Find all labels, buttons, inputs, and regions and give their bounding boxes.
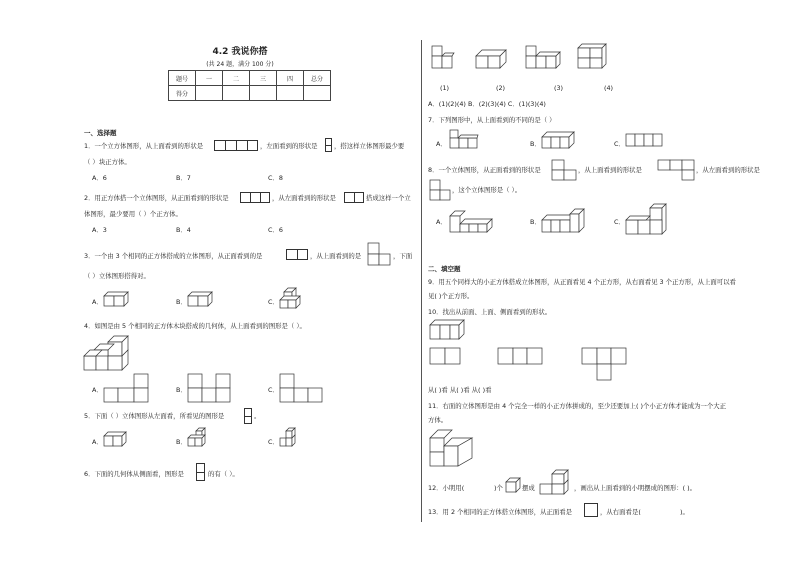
q1-text-b: ，左面看到的形状是 — [260, 142, 318, 150]
q7-option-a[interactable]: A． — [436, 140, 447, 148]
q1-text-d: （ ）块正方体。 — [84, 158, 131, 166]
score-table — [168, 70, 331, 101]
q8-front-view-figure — [552, 160, 576, 180]
q2-front-view-figure — [240, 192, 270, 203]
q2-option-b[interactable]: B．4 — [176, 226, 191, 234]
score-input-cell[interactable] — [223, 86, 250, 101]
q3-option-c[interactable]: C． — [268, 298, 279, 306]
q4-solid-figure — [84, 336, 132, 370]
score-cell: 三 — [250, 71, 277, 86]
q3-text-c: ，下面 — [393, 252, 413, 260]
q8-top-view-figure — [658, 160, 694, 180]
q10-view-figure-3 — [582, 348, 626, 380]
page-subtitle: (共 24 题，满分 100 分) — [206, 61, 274, 68]
q2-text-b: ，从左面看到的形状是 — [272, 194, 336, 202]
q12-text-c: 摆成 — [522, 484, 535, 492]
q1-option-c[interactable]: C．8 — [268, 174, 283, 182]
q2-text-c: 搭成这样一个立 — [366, 194, 411, 202]
q6-figure-1 — [432, 46, 454, 70]
q4-option-b-figure — [188, 374, 230, 402]
q3-option-a[interactable]: A． — [92, 298, 103, 306]
q8-option-a[interactable]: A． — [436, 218, 447, 226]
q6-figure-3 — [526, 46, 560, 70]
q8-text-a: 8．一个立体图形，从正面看到的形状是 — [428, 166, 541, 174]
score-table-header-row — [169, 71, 331, 86]
q5-option-a-figure — [104, 432, 126, 446]
q3-text-b: ，从上面看到的是 — [310, 252, 362, 260]
q12-cube-icon — [506, 478, 520, 492]
q3-option-b-figure — [188, 291, 212, 306]
q7-option-c[interactable]: C． — [614, 140, 625, 148]
q6-options[interactable]: A．(1)(2)(4) B．(2)(3)(4) C．(1)(3)(4) — [428, 100, 546, 108]
q13-text-c: )。 — [680, 508, 689, 516]
q8-left-view-figure — [430, 180, 450, 200]
q4-option-c-figure — [280, 374, 322, 402]
score-input-cell[interactable] — [277, 86, 304, 101]
q10-view-figure-2 — [498, 348, 542, 364]
q8-option-b-figure — [542, 206, 584, 234]
q6-figure-label-1: (1) — [440, 84, 450, 92]
q10-text: 10．找出从前面、上面、侧面看到的形状。 — [428, 308, 552, 316]
q6-text-b: 的有（ ）。 — [208, 470, 239, 478]
q13-text-a: 13．用 2 个相同的正方体搭立体图形，从正面看是 — [428, 508, 573, 516]
score-table-score-row — [169, 86, 331, 101]
q6-figure-label-3: (3) — [554, 84, 564, 92]
score-input-cell[interactable] — [196, 86, 223, 101]
q7-text: 7．下列图形中，从上面看到的不同的是（ ） — [428, 116, 556, 124]
q2-option-c[interactable]: C．6 — [268, 226, 283, 234]
q9-text-b[interactable]: 见( )个正方形。 — [428, 292, 474, 300]
q12-text-d: ，画出从上面看到的小明摆成的图形：( )。 — [574, 484, 697, 492]
q5-text-b: 。 — [254, 412, 261, 420]
q1-top-view-figure — [214, 140, 258, 151]
q10-answer[interactable]: 从( )看 从( )看 从( )看 — [428, 386, 492, 394]
q7-option-b[interactable]: B． — [530, 140, 541, 148]
q2-text-d: 体图形，最少要用（ ）个正方体。 — [84, 210, 182, 218]
q10-view-figure-1 — [430, 348, 460, 364]
q7-option-a-figure — [450, 130, 478, 150]
score-cell: 得分 — [169, 86, 196, 101]
q3-option-c-figure — [280, 288, 304, 310]
q6-text-a: 6．下面的几何体从侧面看，图形是 — [84, 470, 184, 478]
q5-text-a: 5．下面（ ）立体图形从左面看，所看见的图形是 — [84, 412, 225, 420]
q1-option-a[interactable]: A．6 — [92, 174, 107, 182]
q11-solid-figure — [430, 430, 472, 466]
q4-option-c[interactable]: C． — [268, 386, 279, 394]
q13-front-view-figure — [584, 503, 598, 517]
q2-left-view-figure — [344, 192, 364, 203]
q1-left-view-figure — [325, 138, 332, 152]
q8-text-b: ，从上面看到的形状是 — [578, 166, 642, 174]
q3-option-a-figure — [104, 292, 128, 306]
q4-option-a[interactable]: A． — [92, 386, 103, 394]
q4-option-b[interactable]: B． — [176, 386, 187, 394]
q6-figure-4 — [578, 44, 606, 70]
q11-text-b: 方体。 — [428, 416, 448, 424]
q6-figure-2 — [476, 50, 506, 70]
q3-text-a: 3．一个由 3 个相同的正方体搭成的立体图形，从正面看到的是 — [84, 252, 263, 260]
q8-option-a-figure — [450, 206, 492, 234]
q8-option-c[interactable]: C． — [614, 218, 625, 226]
q3-text-d: （ ）立体图形搭得对。 — [84, 272, 150, 280]
q5-option-c[interactable]: C． — [268, 438, 279, 446]
q10-solid-figure — [430, 320, 464, 340]
q1-text-a: 1．一个立方体图形，从上面看到的形状是 — [84, 142, 204, 150]
score-cell: 四 — [277, 71, 304, 86]
q3-front-view-figure — [286, 249, 308, 260]
q8-option-c-figure — [626, 204, 666, 236]
score-cell: 二 — [223, 71, 250, 86]
q5-option-c-figure — [280, 428, 296, 448]
q4-option-a-figure — [104, 374, 148, 402]
q9-text-a: 9．用五个同样大的小正方体搭成立体图形，从正面看见 4 个正方形，从右面看见 3 个正方形，从上面可以看 — [428, 278, 736, 286]
q6-side-view-figure — [196, 463, 205, 481]
score-input-cell[interactable] — [250, 86, 277, 101]
q12-text-a: 12．小明用( — [428, 484, 465, 492]
score-cell: 总分 — [304, 71, 331, 86]
q12-solid-figure — [538, 470, 572, 496]
q8-option-b[interactable]: B． — [530, 218, 541, 226]
column-divider — [421, 40, 422, 522]
q6-figure-label-2: (2) — [496, 84, 506, 92]
q7-option-b-figure — [542, 132, 574, 150]
q1-option-b[interactable]: B．7 — [176, 174, 191, 182]
q6-figure-label-4: (4) — [604, 84, 614, 92]
q11-text-a: 11．右面的立体图形是由 4 个完全一样的小正方体拼成的，至少还要加上( )个小正方体才能成为一个大正 — [428, 402, 727, 410]
section-heading: 一、选择题 — [84, 129, 117, 137]
q1-text-c: ，搭这样立体图形最少要 — [334, 142, 405, 150]
score-input-cell[interactable] — [304, 86, 331, 101]
q7-option-c-figure — [626, 134, 662, 148]
q12-text-b: )个 — [494, 484, 503, 492]
score-cell: 题号 — [169, 71, 196, 86]
q2-text-a: 2．用正方体搭一个立体图形，从正面看到的形状是 — [84, 194, 229, 202]
score-cell: 一 — [196, 71, 223, 86]
q5-left-view-figure — [244, 408, 252, 424]
q5-option-a[interactable]: A． — [92, 438, 103, 446]
section-heading: 二、填空题 — [428, 265, 461, 273]
q5-option-b-figure — [188, 428, 206, 448]
q8-text-d: ，这个立体图形是（ ）。 — [452, 186, 522, 194]
q2-option-a[interactable]: A．3 — [92, 226, 107, 234]
q8-text-c: ，从左面看到的形状是 — [696, 166, 760, 174]
page-title: 4.2 我说你搭 — [212, 47, 268, 57]
q4-text: 4．如图是由 5 个相同的正方体木块搭成的几何体，从上面看到的图形是（ ）。 — [84, 322, 306, 330]
q3-option-b[interactable]: B． — [176, 298, 187, 306]
q13-text-b: ，从右面看是( — [600, 508, 641, 516]
q5-option-b[interactable]: B． — [176, 438, 187, 446]
q3-top-view-figure — [368, 243, 390, 265]
